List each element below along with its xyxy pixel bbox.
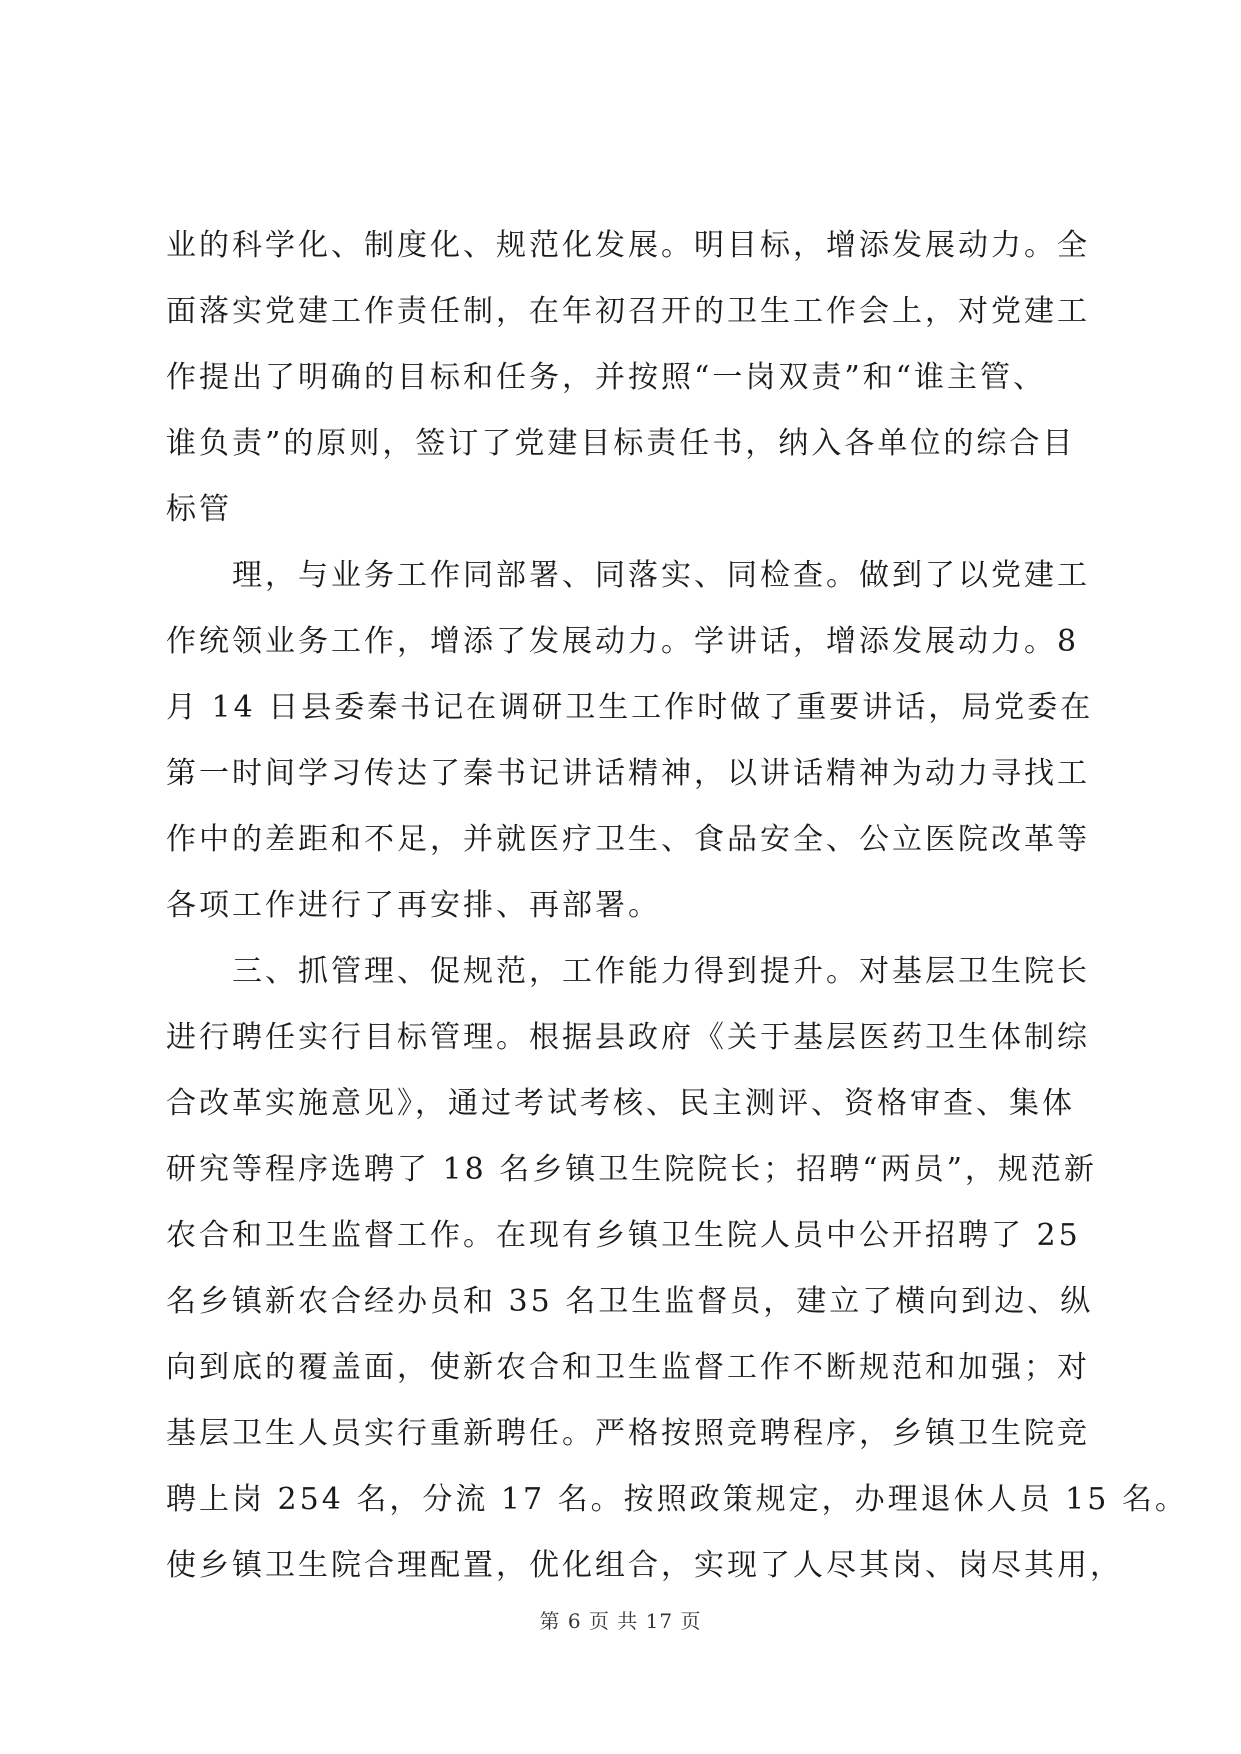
text-line: 业的科学化、制度化、规范化发展。明目标，增添发展动力。全 [166, 228, 1090, 263]
text-line: 作提出了明确的目标和任务，并按照“一岗双责”和“谁主管、 [166, 360, 1047, 395]
text-line: 谁负责”的原则，签订了党建目标责任书，纳入各单位的综合目 [166, 426, 1076, 461]
text-line: 进行聘任实行目标管理。根据县政府《关于基层医药卫生体制综 [166, 1020, 1090, 1055]
body-text [166, 228, 1188, 1614]
text-line: 作中的差距和不足，并就医疗卫生、食品安全、公立医院改革等 [166, 822, 1090, 857]
text-line: 面落实党建工作责任制，在年初召开的卫生工作会上，对党建工 [166, 294, 1090, 329]
text-line: 基层卫生人员实行重新聘任。严格按照竞聘程序，乡镇卫生院竞 [166, 1416, 1090, 1451]
text-line: 理，与业务工作同部署、同落实、同检查。做到了以党建工 [166, 558, 1090, 593]
text-line: 研究等程序选聘了 18 名乡镇卫生院院长；招聘“两员”，规范新 [166, 1152, 1097, 1187]
page-number-footer: 第 6 页 共 17 页 [539, 1609, 702, 1633]
text-line: 各项工作进行了再安排、再部署。 [166, 888, 661, 923]
text-line: 三、抓管理、促规范，工作能力得到提升。对基层卫生院长 [166, 954, 1090, 989]
text-line: 合改革实施意见》，通过考试考核、民主测评、资格审查、集体 [166, 1086, 1075, 1121]
text-line: 向到底的覆盖面，使新农合和卫生监督工作不断规范和加强；对 [166, 1350, 1090, 1385]
text-line: 聘上岗 254 名，分流 17 名。按照政策规定，办理退休人员 15 名。 [166, 1482, 1188, 1517]
text-line: 使乡镇卫生院合理配置，优化组合，实现了人尽其岗、岗尽其用， [166, 1548, 1123, 1583]
text-line: 农合和卫生监督工作。在现有乡镇卫生院人员中公开招聘了 25 [166, 1218, 1081, 1253]
text-line: 标管 [166, 492, 232, 527]
text-line: 月 14 日县委秦书记在调研卫生工作时做了重要讲话，局党委在 [166, 690, 1094, 725]
text-line: 第一时间学习传达了秦书记讲话精神，以讲话精神为动力寻找工 [166, 756, 1090, 791]
text-line: 作统领业务工作，增添了发展动力。学讲话，增添发展动力。8 [166, 624, 1080, 659]
text-line: 名乡镇新农合经办员和 35 名卫生监督员，建立了横向到边、纵 [166, 1284, 1094, 1319]
